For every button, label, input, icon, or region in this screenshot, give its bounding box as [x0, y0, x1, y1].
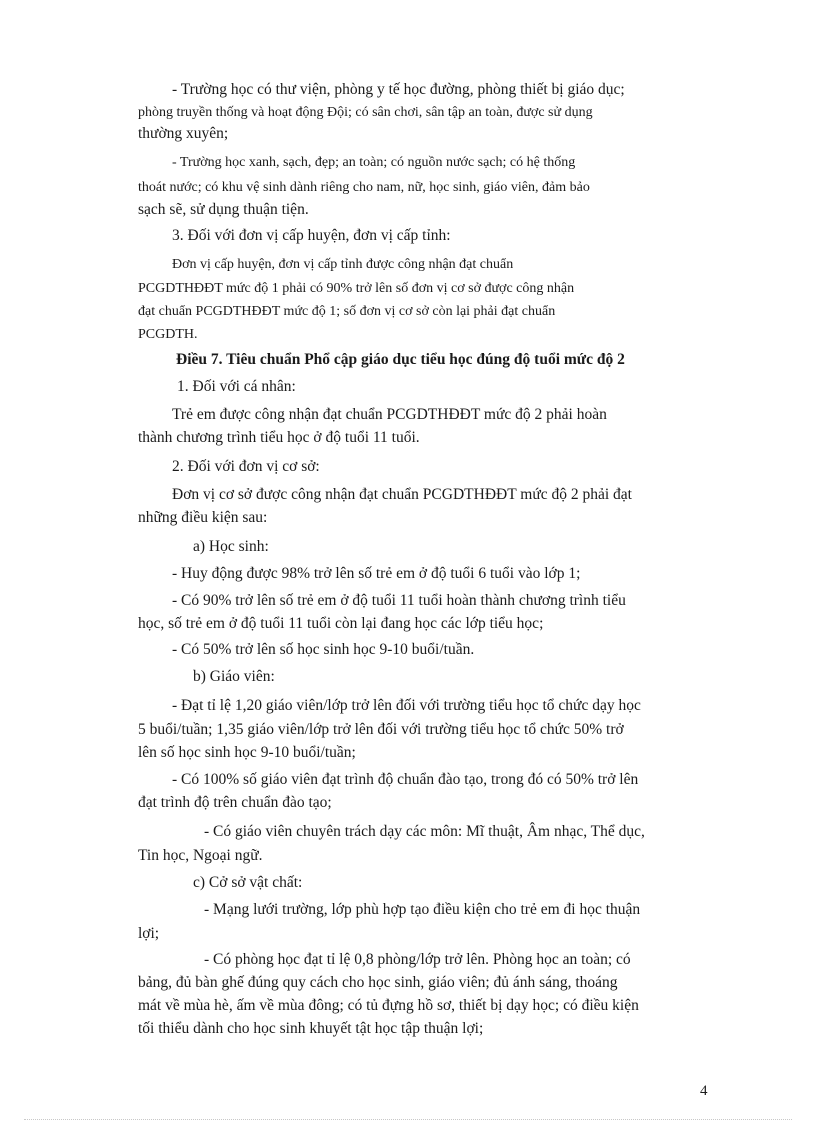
text-line: những điều kiện sau:: [138, 509, 268, 526]
text-line: - Có 50% trở lên số học sinh học 9-10 buổi/tuần.: [172, 641, 475, 658]
page-number: 4: [700, 1083, 708, 1099]
text-line: mát về mùa hè, ấm về mùa đông; có tủ đựng hồ sơ, thiết bị dạy học; có điều kiện: [138, 997, 639, 1014]
text-line: - Đạt tỉ lệ 1,20 giáo viên/lớp trở lên đối với trường tiểu học tổ chức dạy học: [172, 697, 641, 714]
article-heading: Điều 7. Tiêu chuẩn Phổ cập giáo dục tiểu học đúng độ tuổi mức độ 2: [176, 351, 625, 368]
text-line: đạt trình độ trên chuẩn đào tạo;: [138, 794, 332, 811]
text-line: a) Học sinh:: [193, 538, 269, 555]
text-line: lợi;: [138, 925, 160, 942]
text-line: Trẻ em được công nhận đạt chuẩn PCGDTHĐĐT mức độ 2 phải hoàn: [172, 406, 607, 423]
text-line: c) Cở sở vật chất:: [193, 874, 303, 891]
text-line: thoát nước; có khu vệ sinh dành riêng cho nam, nữ, học sinh, giáo viên, đảm bảo: [138, 180, 590, 195]
text-line: 1. Đối với cá nhân:: [177, 378, 296, 395]
text-line: thường xuyên;: [138, 125, 229, 142]
text-line: Đơn vị cấp huyện, đơn vị cấp tỉnh được công nhận đạt chuẩn: [172, 257, 514, 272]
text-line: 2. Đối với đơn vị cơ sở:: [172, 458, 320, 475]
text-line: - Trường học có thư viện, phòng y tế học đường, phòng thiết bị giáo dục;: [172, 81, 625, 98]
text-line: học, số trẻ em ở độ tuổi 11 tuổi còn lại đang học các lớp tiểu học;: [138, 615, 544, 632]
text-line: tối thiểu dành cho học sinh khuyết tật học tập thuận lợi;: [138, 1020, 484, 1037]
text-line: PCGDTH.: [138, 327, 198, 342]
text-line: PCGDTHĐĐT mức độ 1 phải có 90% trở lên số đơn vị cơ sở được công nhận: [138, 281, 575, 296]
text-line: Tin học, Ngoại ngữ.: [138, 847, 263, 864]
text-line: - Có 90% trở lên số trẻ em ở độ tuổi 11 tuổi hoàn thành chương trình tiểu: [172, 592, 626, 609]
footer-divider: [24, 1119, 792, 1120]
text-line: - Có 100% số giáo viên đạt trình độ chuẩn đào tạo, trong đó có 50% trở lên: [172, 771, 639, 788]
text-line: thành chương trình tiểu học ở độ tuổi 11 tuổi.: [138, 429, 420, 446]
text-line: - Mạng lưới trường, lớp phù hợp tạo điều kiện cho trẻ em đi học thuận: [204, 901, 641, 918]
text-line: phòng truyền thống và hoạt động Đội; có sân chơi, sân tập an toàn, được sử dụng: [138, 105, 593, 120]
text-line: sạch sẽ, sử dụng thuận tiện.: [138, 201, 309, 218]
text-line: bảng, đủ bàn ghế đúng quy cách cho học sinh, giáo viên; đủ ánh sáng, thoáng: [138, 974, 618, 991]
text-line: - Huy động được 98% trở lên số trẻ em ở độ tuổi 6 tuổi vào lớp 1;: [172, 565, 581, 582]
text-line: 5 buổi/tuần; 1,35 giáo viên/lớp trở lên đối với trường tiểu học tổ chức 50% trở: [138, 721, 624, 738]
text-line: 3. Đối với đơn vị cấp huyện, đơn vị cấp tỉnh:: [172, 227, 451, 244]
text-line: Đơn vị cơ sở được công nhận đạt chuẩn PCGDTHĐĐT mức độ 2 phải đạt: [172, 486, 632, 503]
text-line: - Trường học xanh, sạch, đẹp; an toàn; có nguồn nước sạch; có hệ thống: [172, 155, 576, 170]
text-line: - Có giáo viên chuyên trách dạy các môn: Mĩ thuật, Âm nhạc, Thể dục,: [204, 823, 645, 840]
text-line: đạt chuẩn PCGDTHĐĐT mức độ 1; số đơn vị cơ sở còn lại phải đạt chuẩn: [138, 304, 556, 319]
text-line: b) Giáo viên:: [193, 668, 275, 685]
text-line: lên số học sinh học 9-10 buổi/tuần;: [138, 744, 356, 761]
text-line: - Có phòng học đạt tỉ lệ 0,8 phòng/lớp trở lên. Phòng học an toàn; có: [204, 951, 631, 968]
